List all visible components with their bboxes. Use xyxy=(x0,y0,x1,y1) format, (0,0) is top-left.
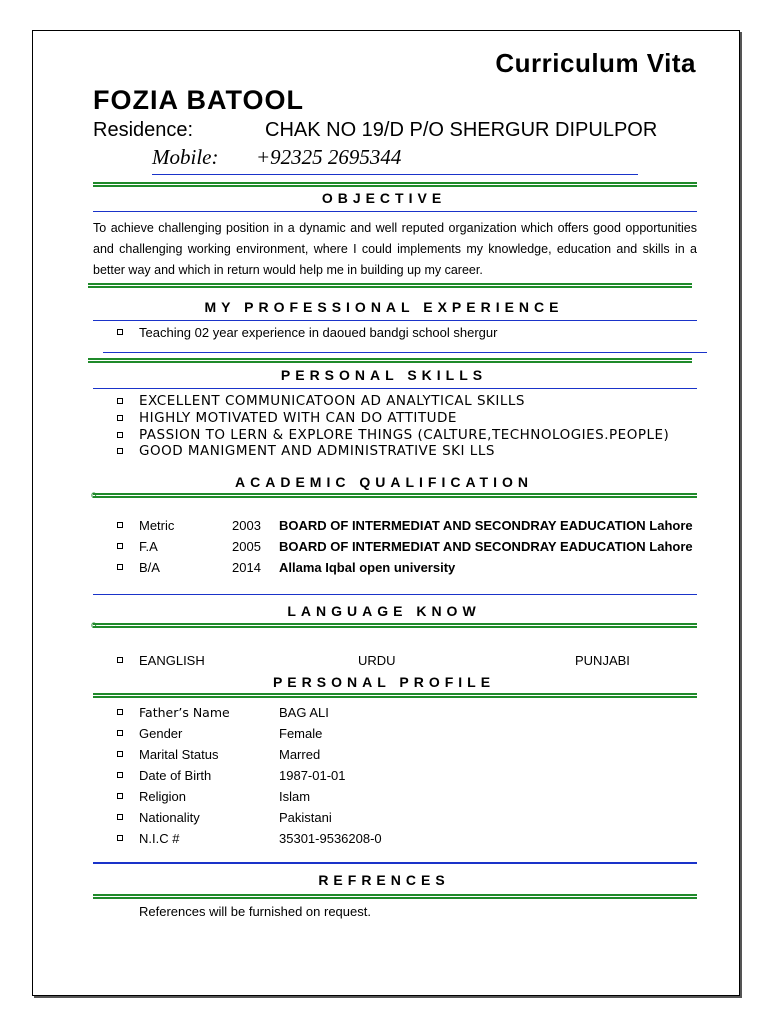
square-bullet-icon xyxy=(117,835,123,841)
section-underline xyxy=(93,862,697,864)
section-underline xyxy=(103,352,707,353)
anchor-mark-icon: o xyxy=(91,620,97,631)
profile-label: Nationality xyxy=(139,810,200,825)
section-rule xyxy=(93,493,697,498)
square-bullet-icon xyxy=(117,329,123,335)
square-bullet-icon xyxy=(117,398,123,404)
profile-value: Female xyxy=(279,726,323,741)
references-text: References will be furnished on request. xyxy=(139,904,371,919)
section-heading-profile: PERSONAL PROFILE xyxy=(272,674,496,690)
square-bullet-icon xyxy=(117,543,123,549)
section-underline xyxy=(93,388,697,389)
square-bullet-icon xyxy=(117,564,123,570)
document-title: Curriculum Vita xyxy=(495,48,696,78)
section-heading-objective: OBJECTIVE xyxy=(321,190,447,206)
objective-text: To achieve challenging position in a dynamic and well reputed organization which offers good opportunities and challenging working environment, where I could implements my knowledge, education and skills in a better way and which in return would help me in building up my career. xyxy=(93,221,697,277)
square-bullet-icon xyxy=(117,793,123,799)
square-bullet-icon xyxy=(117,432,123,438)
square-bullet-icon xyxy=(117,730,123,736)
skill-item: GOOD MANIGMENT AND ADMINISTRATIVE SKI LLS xyxy=(139,443,495,459)
academic-degree: F.A xyxy=(139,539,158,554)
academic-board: BOARD OF INTERMEDIAT AND SECONDRAY EADUCATION Lahore xyxy=(279,539,693,554)
profile-label: Marital Status xyxy=(139,747,219,762)
profile-value: 35301-9536208-0 xyxy=(279,831,382,846)
section-rule xyxy=(93,894,697,899)
residence-value: CHAK NO 19/D P/O SHERGUR DIPULPOR xyxy=(265,119,658,141)
anchor-mark-icon: o xyxy=(91,490,97,501)
square-bullet-icon xyxy=(117,448,123,454)
profile-value: BAG ALI xyxy=(279,705,329,720)
mobile-value: +92325 2695344 xyxy=(256,145,402,169)
header-underline xyxy=(152,174,638,175)
profile-value: 1987-01-01 xyxy=(279,768,346,783)
skill-item: EXCELLENT COMMUNICATOON AD ANALYTICAL SKILLS xyxy=(139,393,525,409)
section-heading-skills: PERSONAL SKILLS xyxy=(280,367,488,383)
profile-value: Pakistani xyxy=(279,810,332,825)
residence-label: Residence: xyxy=(93,119,194,141)
square-bullet-icon xyxy=(117,814,123,820)
section-heading-academic: ACADEMIC QUALIFICATION xyxy=(235,474,533,490)
square-bullet-icon xyxy=(117,657,123,663)
section-underline xyxy=(93,594,697,595)
section-heading-language: LANGUAGE KNOW xyxy=(287,603,481,619)
academic-year: 2014 xyxy=(232,560,261,575)
section-rule xyxy=(93,182,697,187)
mobile-label: Mobile: xyxy=(152,145,219,169)
section-heading-references: REFRENCES xyxy=(318,872,450,888)
square-bullet-icon xyxy=(117,415,123,421)
candidate-name: FOZIA BATOOL xyxy=(93,85,304,115)
square-bullet-icon xyxy=(117,709,123,715)
profile-label: Gender xyxy=(139,726,183,741)
academic-degree: B/A xyxy=(139,560,160,575)
square-bullet-icon xyxy=(117,751,123,757)
skill-item: HIGHLY MOTIVATED WITH CAN DO ATTITUDE xyxy=(139,410,457,426)
academic-degree: Metric xyxy=(139,518,175,533)
academic-year: 2003 xyxy=(232,518,261,533)
language-item: EANGLISH xyxy=(139,653,205,668)
section-rule xyxy=(88,283,692,288)
profile-value: Marred xyxy=(279,747,321,762)
profile-label: Date of Birth xyxy=(139,768,212,783)
academic-year: 2005 xyxy=(232,539,261,554)
section-underline xyxy=(93,320,697,321)
square-bullet-icon xyxy=(117,772,123,778)
profile-label: Father’s Name xyxy=(139,705,230,720)
language-item: PUNJABI xyxy=(575,653,630,668)
section-rule xyxy=(88,358,692,363)
skill-item: PASSION TO LERN & EXPLORE THINGS (CALTURE,TECHNOLOGIES.PEOPLE) xyxy=(139,427,670,443)
section-underline xyxy=(93,211,697,212)
profile-label: Religion xyxy=(139,789,186,804)
square-bullet-icon xyxy=(117,522,123,528)
profile-label: N.I.C # xyxy=(139,831,180,846)
academic-board: BOARD OF INTERMEDIAT AND SECONDRAY EADUCATION Lahore xyxy=(279,518,693,533)
experience-item: Teaching 02 year experience in daoued bandgi school shergur xyxy=(139,325,498,340)
section-heading-experience: MY PROFESSIONAL EXPERIENCE xyxy=(204,299,564,315)
section-rule xyxy=(93,623,697,628)
section-rule xyxy=(93,693,697,698)
profile-value: Islam xyxy=(279,789,311,804)
academic-board: Allama Iqbal open university xyxy=(279,560,456,575)
language-item: URDU xyxy=(358,653,396,668)
